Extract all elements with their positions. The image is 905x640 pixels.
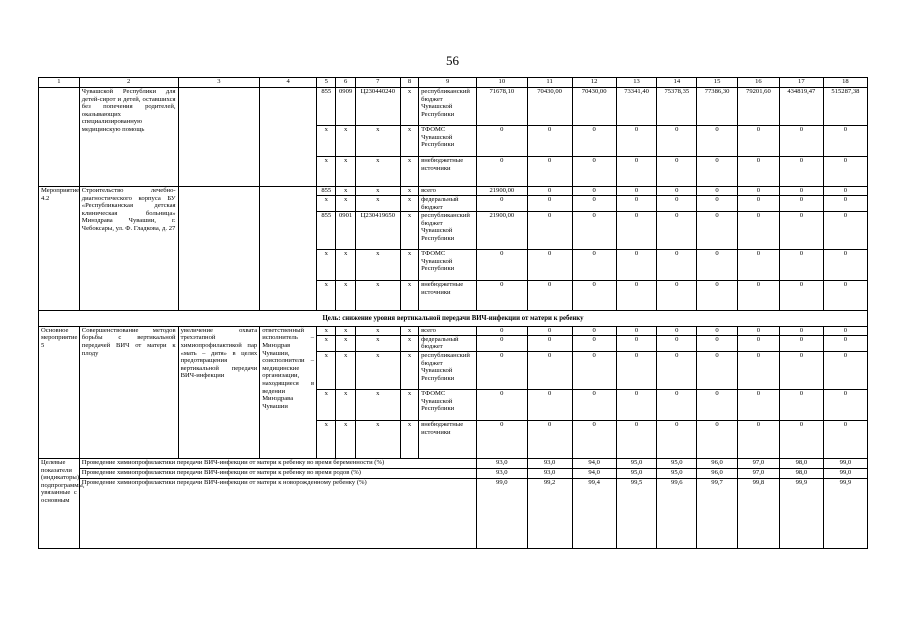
year-value: 0 bbox=[779, 389, 823, 420]
indicator-value: 99,2 bbox=[527, 478, 572, 548]
funding-row bbox=[39, 88, 868, 126]
year-value: 0 bbox=[823, 187, 867, 196]
kbk-vr: x bbox=[400, 187, 418, 196]
year-value: 73341,40 bbox=[616, 88, 657, 126]
header-cell: 2 bbox=[79, 78, 178, 88]
year-value: 0 bbox=[572, 250, 616, 281]
kbk-grbs: x bbox=[317, 351, 336, 389]
header-cell: 4 bbox=[260, 78, 317, 88]
year-value: 0 bbox=[527, 212, 572, 250]
indicator-name: Проведение химиопрофилактики передачи ВИЧ-инфекции от матери к ребенку во время беременности (%) bbox=[79, 458, 476, 468]
kbk-grbs: x bbox=[317, 250, 336, 281]
header-cell: 5 bbox=[317, 78, 336, 88]
event-name: Совершенствование методов борьбы с вертикальной передачей ВИЧ от матери к плоду bbox=[79, 326, 178, 458]
year-value: 0 bbox=[477, 157, 527, 187]
indicator-value: 95,0 bbox=[657, 468, 697, 478]
year-value: 0 bbox=[527, 126, 572, 157]
goal-row bbox=[39, 311, 868, 327]
year-value: 0 bbox=[616, 420, 657, 458]
year-value: 0 bbox=[823, 157, 867, 187]
year-value: 0 bbox=[527, 335, 572, 351]
kbk-vr: x bbox=[400, 88, 418, 126]
year-value: 0 bbox=[616, 389, 657, 420]
year-value: 0 bbox=[737, 335, 779, 351]
year-value: 0 bbox=[737, 250, 779, 281]
kbk-vr: x bbox=[400, 157, 418, 187]
year-value: 70430,00 bbox=[572, 88, 616, 126]
year-value: 0 bbox=[823, 389, 867, 420]
year-value: 0 bbox=[527, 281, 572, 311]
funding-source: федеральный бюджет bbox=[419, 196, 477, 212]
year-value: 0 bbox=[779, 420, 823, 458]
year-value: 0 bbox=[779, 250, 823, 281]
year-value: 0 bbox=[737, 126, 779, 157]
year-value: 0 bbox=[697, 351, 738, 389]
year-value: 0 bbox=[779, 196, 823, 212]
kbk-vr: x bbox=[400, 250, 418, 281]
kbk-vr: x bbox=[400, 126, 418, 157]
year-value: 0 bbox=[657, 187, 697, 196]
indicator-value: 96,0 bbox=[697, 458, 738, 468]
event-task bbox=[178, 88, 260, 187]
kbk-grbs: 855 bbox=[317, 187, 336, 196]
indicator-value: 98,0 bbox=[779, 468, 823, 478]
year-value: 0 bbox=[779, 212, 823, 250]
year-value: 0 bbox=[697, 389, 738, 420]
indicator-value: 99,4 bbox=[572, 478, 616, 548]
kbk-rzpr: 0901 bbox=[336, 212, 355, 250]
year-value: 0 bbox=[616, 250, 657, 281]
year-value: 0 bbox=[823, 212, 867, 250]
year-value: 0 bbox=[657, 250, 697, 281]
header-cell: 9 bbox=[419, 78, 477, 88]
header-cell: 16 bbox=[737, 78, 779, 88]
year-value: 0 bbox=[823, 351, 867, 389]
event-responsible bbox=[260, 88, 317, 187]
year-value: 0 bbox=[477, 281, 527, 311]
event-responsible: ответственный исполнитель – Минздрав Чувашии, соисполнители – медицинские организации, находящиеся в ведении Минздрава Чувашии bbox=[260, 326, 317, 458]
funding-row bbox=[39, 326, 868, 335]
year-value: 0 bbox=[737, 420, 779, 458]
indicator-value: 94,0 bbox=[572, 468, 616, 478]
indicator-value: 93,0 bbox=[527, 458, 572, 468]
year-value: 0 bbox=[572, 326, 616, 335]
year-value: 0 bbox=[823, 250, 867, 281]
year-value: 0 bbox=[572, 126, 616, 157]
header-cell: 8 bbox=[400, 78, 418, 88]
kbk-csr: x bbox=[355, 196, 400, 212]
year-value: 0 bbox=[737, 351, 779, 389]
header-row bbox=[39, 78, 868, 88]
indicator-value: 99,9 bbox=[779, 478, 823, 548]
kbk-vr: x bbox=[400, 196, 418, 212]
year-value: 0 bbox=[527, 389, 572, 420]
event-responsible bbox=[260, 187, 317, 311]
year-value: 0 bbox=[616, 157, 657, 187]
event-task bbox=[178, 187, 260, 311]
header-cell: 3 bbox=[178, 78, 260, 88]
kbk-grbs: 855 bbox=[317, 88, 336, 126]
year-value: 0 bbox=[697, 212, 738, 250]
kbk-rzpr: x bbox=[336, 389, 355, 420]
kbk-csr: x bbox=[355, 187, 400, 196]
indicator-value: 93,0 bbox=[477, 468, 527, 478]
year-value: 0 bbox=[697, 157, 738, 187]
indicator-name: Проведение химиопрофилактики передачи ВИЧ-инфекции от матери к ребенку во время родов (%) bbox=[79, 468, 476, 478]
indicator-value: 99,9 bbox=[823, 478, 867, 548]
year-value: 0 bbox=[779, 187, 823, 196]
year-value: 75378,35 bbox=[657, 88, 697, 126]
indicator-value: 99,6 bbox=[657, 478, 697, 548]
year-value: 0 bbox=[527, 196, 572, 212]
event-name: Чувашской Республики для детей-сирот и детей, оставшихся без попечения родителей, оказывающих специализированную медицинскую помощь bbox=[79, 88, 178, 187]
year-value: 0 bbox=[572, 187, 616, 196]
year-value: 0 bbox=[527, 157, 572, 187]
indicator-row bbox=[39, 458, 868, 468]
year-value: 0 bbox=[527, 420, 572, 458]
funding-source: всего bbox=[419, 326, 477, 335]
year-value: 0 bbox=[477, 335, 527, 351]
kbk-rzpr: x bbox=[336, 250, 355, 281]
kbk-csr: x bbox=[355, 420, 400, 458]
year-value: 0 bbox=[779, 335, 823, 351]
indicator-value: 99,0 bbox=[477, 478, 527, 548]
year-value: 0 bbox=[737, 196, 779, 212]
year-value: 0 bbox=[527, 326, 572, 335]
funding-source: республиканский бюджет Чувашской Республики bbox=[419, 212, 477, 250]
indicator-value: 98,0 bbox=[779, 458, 823, 468]
year-value: 0 bbox=[527, 187, 572, 196]
year-value: 0 bbox=[779, 326, 823, 335]
year-value: 0 bbox=[697, 335, 738, 351]
kbk-grbs: 855 bbox=[317, 212, 336, 250]
year-value: 0 bbox=[616, 212, 657, 250]
year-value: 0 bbox=[477, 250, 527, 281]
kbk-vr: x bbox=[400, 389, 418, 420]
year-value: 0 bbox=[657, 326, 697, 335]
year-value: 0 bbox=[657, 335, 697, 351]
year-value: 0 bbox=[477, 196, 527, 212]
event-name: Строительство лечебно-диагностического корпуса БУ «Республиканская детская клиническая больница» Минздрава Чувашии, г. Чебоксары, ул. Ф. Гладкова, д. 27 bbox=[79, 187, 178, 311]
kbk-grbs: x bbox=[317, 420, 336, 458]
year-value: 0 bbox=[657, 196, 697, 212]
header-cell: 12 bbox=[572, 78, 616, 88]
year-value: 0 bbox=[697, 420, 738, 458]
year-value: 0 bbox=[572, 335, 616, 351]
year-value: 0 bbox=[657, 157, 697, 187]
funding-source: федеральный бюджет bbox=[419, 335, 477, 351]
year-value: 77386,30 bbox=[697, 88, 738, 126]
kbk-csr: x bbox=[355, 326, 400, 335]
kbk-vr: x bbox=[400, 326, 418, 335]
year-value: 0 bbox=[616, 281, 657, 311]
kbk-csr: x bbox=[355, 250, 400, 281]
year-value: 0 bbox=[657, 351, 697, 389]
kbk-rzpr: x bbox=[336, 420, 355, 458]
year-value: 0 bbox=[572, 157, 616, 187]
year-value: 0 bbox=[737, 281, 779, 311]
year-value: 0 bbox=[737, 212, 779, 250]
indicator-value: 97,0 bbox=[737, 458, 779, 468]
year-value: 0 bbox=[779, 157, 823, 187]
year-value: 0 bbox=[657, 212, 697, 250]
year-value: 79201,60 bbox=[737, 88, 779, 126]
year-value: 0 bbox=[823, 281, 867, 311]
year-value: 0 bbox=[779, 281, 823, 311]
year-value: 0 bbox=[477, 389, 527, 420]
year-value: 0 bbox=[572, 420, 616, 458]
funding-source: внебюджетные источники bbox=[419, 420, 477, 458]
year-value: 0 bbox=[477, 420, 527, 458]
year-value: 0 bbox=[697, 281, 738, 311]
funding-source: внебюджетные источники bbox=[419, 281, 477, 311]
year-value: 0 bbox=[823, 420, 867, 458]
funding-source: всего bbox=[419, 187, 477, 196]
year-value: 0 bbox=[697, 326, 738, 335]
kbk-vr: x bbox=[400, 335, 418, 351]
event-col1 bbox=[39, 88, 80, 187]
year-value: 0 bbox=[779, 351, 823, 389]
year-value: 0 bbox=[572, 212, 616, 250]
kbk-grbs: x bbox=[317, 281, 336, 311]
year-value: 0 bbox=[657, 281, 697, 311]
funding-source: республиканский бюджет Чувашской Республики bbox=[419, 351, 477, 389]
year-value: 0 bbox=[527, 351, 572, 389]
year-value: 0 bbox=[697, 126, 738, 157]
year-value: 0 bbox=[697, 196, 738, 212]
indicator-value: 95,0 bbox=[616, 458, 657, 468]
header-cell: 6 bbox=[336, 78, 355, 88]
kbk-vr: x bbox=[400, 351, 418, 389]
kbk-rzpr: x bbox=[336, 335, 355, 351]
year-value: 0 bbox=[697, 187, 738, 196]
header-cell: 14 bbox=[657, 78, 697, 88]
event-number: Основное мероприятие 5 bbox=[39, 326, 80, 458]
kbk-grbs: x bbox=[317, 157, 336, 187]
year-value: 71678,10 bbox=[477, 88, 527, 126]
kbk-rzpr: x bbox=[336, 281, 355, 311]
header-cell: 1 bbox=[39, 78, 80, 88]
kbk-csr: x bbox=[355, 157, 400, 187]
year-value: 0 bbox=[823, 326, 867, 335]
kbk-csr: x bbox=[355, 389, 400, 420]
indicator-value: 99,8 bbox=[737, 478, 779, 548]
year-value: 0 bbox=[657, 389, 697, 420]
kbk-grbs: x bbox=[317, 326, 336, 335]
kbk-rzpr: x bbox=[336, 157, 355, 187]
year-value: 0 bbox=[616, 196, 657, 212]
year-value: 0 bbox=[572, 281, 616, 311]
kbk-rzpr: x bbox=[336, 196, 355, 212]
year-value: 0 bbox=[616, 126, 657, 157]
year-value: 0 bbox=[823, 335, 867, 351]
year-value: 0 bbox=[572, 389, 616, 420]
header-cell: 17 bbox=[779, 78, 823, 88]
kbk-rzpr: x bbox=[336, 126, 355, 157]
kbk-rzpr: 0909 bbox=[336, 88, 355, 126]
indicator-row bbox=[39, 478, 868, 548]
indicator-value: 97,0 bbox=[737, 468, 779, 478]
year-value: 0 bbox=[737, 326, 779, 335]
year-value: 0 bbox=[616, 326, 657, 335]
indicator-value: 99,5 bbox=[616, 478, 657, 548]
year-value: 21900,00 bbox=[477, 212, 527, 250]
kbk-rzpr: x bbox=[336, 326, 355, 335]
year-value: 0 bbox=[737, 187, 779, 196]
kbk-csr: Ц230419650 bbox=[355, 212, 400, 250]
indicator-value: 95,0 bbox=[657, 458, 697, 468]
year-value: 0 bbox=[477, 126, 527, 157]
event-number: Мероприятие 4.2 bbox=[39, 187, 80, 311]
header-cell: 15 bbox=[697, 78, 738, 88]
indicator-value: 96,0 bbox=[697, 468, 738, 478]
kbk-csr: Ц230440240 bbox=[355, 88, 400, 126]
year-value: 434819,47 bbox=[779, 88, 823, 126]
indicator-name: Проведение химиопрофилактики передачи ВИЧ-инфекции от матери к новорожденному ребенку (%) bbox=[79, 478, 476, 548]
indicator-value: 99,0 bbox=[823, 458, 867, 468]
funding-source: ТФОМС Чувашской Республики bbox=[419, 250, 477, 281]
funding-source: ТФОМС Чувашской Республики bbox=[419, 389, 477, 420]
indicators-caption: Целевые показатели (индикаторы) подпрограммы, увязанные с основным bbox=[39, 458, 80, 548]
header-cell: 10 bbox=[477, 78, 527, 88]
goal-text: Цель: снижение уровня вертикальной передачи ВИЧ-инфекции от матери к ребенку bbox=[39, 311, 868, 327]
kbk-grbs: x bbox=[317, 335, 336, 351]
kbk-vr: x bbox=[400, 281, 418, 311]
year-value: 0 bbox=[572, 351, 616, 389]
year-value: 0 bbox=[657, 420, 697, 458]
page-number: 56 bbox=[446, 53, 459, 68]
year-value: 0 bbox=[477, 351, 527, 389]
funding-source: ТФОМС Чувашской Республики bbox=[419, 126, 477, 157]
funding-source: республиканский бюджет Чувашской Республики bbox=[419, 88, 477, 126]
year-value: 0 bbox=[572, 196, 616, 212]
indicator-value: 99,0 bbox=[823, 468, 867, 478]
year-value: 0 bbox=[477, 326, 527, 335]
kbk-csr: x bbox=[355, 351, 400, 389]
kbk-rzpr: x bbox=[336, 351, 355, 389]
kbk-vr: x bbox=[400, 420, 418, 458]
event-task: увеличение охвата трехэтапной химиопрофилактикой пар «мать – дитя» в целях предотвращения вертикальной передачи ВИЧ-инфекции bbox=[178, 326, 260, 458]
program-table bbox=[38, 77, 868, 549]
indicator-value: 94,0 bbox=[572, 458, 616, 468]
kbk-rzpr: x bbox=[336, 187, 355, 196]
kbk-grbs: x bbox=[317, 126, 336, 157]
year-value: 515287,38 bbox=[823, 88, 867, 126]
year-value: 0 bbox=[823, 126, 867, 157]
header-cell: 13 bbox=[616, 78, 657, 88]
year-value: 70430,00 bbox=[527, 88, 572, 126]
kbk-grbs: x bbox=[317, 389, 336, 420]
year-value: 0 bbox=[616, 187, 657, 196]
kbk-csr: x bbox=[355, 335, 400, 351]
funding-row bbox=[39, 187, 868, 196]
indicator-row bbox=[39, 468, 868, 478]
indicator-value: 95,0 bbox=[616, 468, 657, 478]
header-cell: 7 bbox=[355, 78, 400, 88]
indicator-value: 93,0 bbox=[477, 458, 527, 468]
year-value: 0 bbox=[616, 351, 657, 389]
year-value: 0 bbox=[737, 157, 779, 187]
header-cell: 11 bbox=[527, 78, 572, 88]
year-value: 0 bbox=[657, 126, 697, 157]
year-value: 0 bbox=[737, 389, 779, 420]
year-value: 0 bbox=[779, 126, 823, 157]
kbk-vr: x bbox=[400, 212, 418, 250]
indicator-value: 99,7 bbox=[697, 478, 738, 548]
kbk-csr: x bbox=[355, 281, 400, 311]
year-value: 0 bbox=[527, 250, 572, 281]
year-value: 0 bbox=[823, 196, 867, 212]
year-value: 0 bbox=[616, 335, 657, 351]
kbk-grbs: x bbox=[317, 196, 336, 212]
funding-source: внебюджетные источники bbox=[419, 157, 477, 187]
year-value: 0 bbox=[697, 250, 738, 281]
header-cell: 18 bbox=[823, 78, 867, 88]
indicator-value: 93,0 bbox=[527, 468, 572, 478]
year-value: 21900,00 bbox=[477, 187, 527, 196]
kbk-csr: x bbox=[355, 126, 400, 157]
